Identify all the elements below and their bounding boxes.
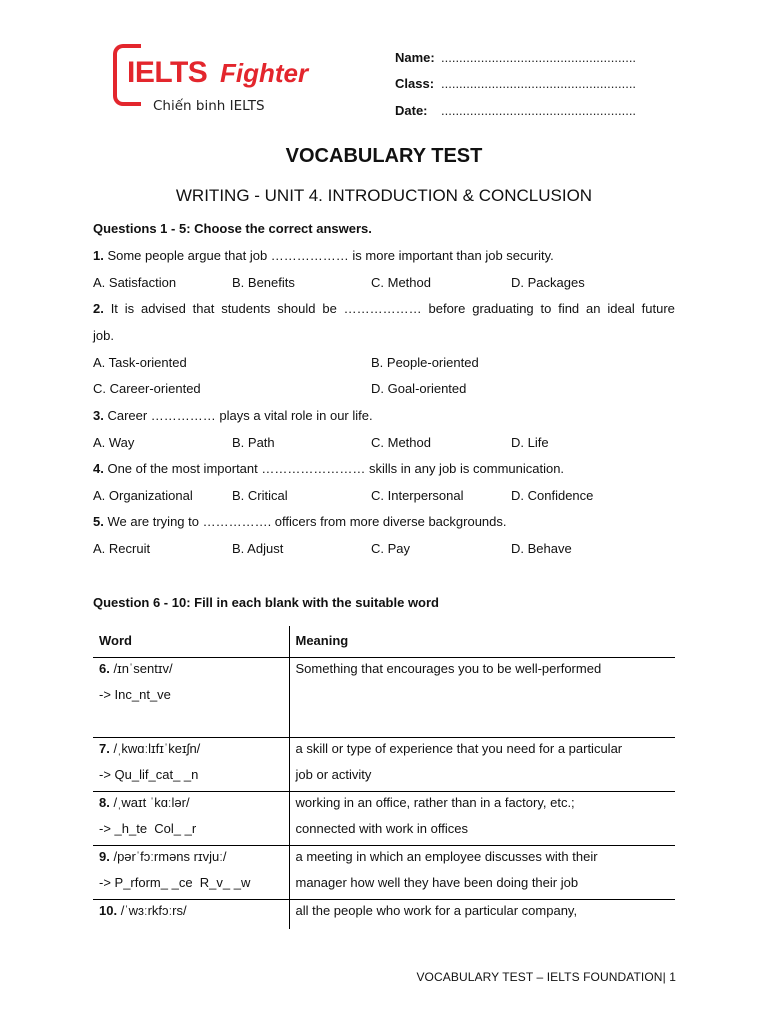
- question-number: 7.: [99, 740, 110, 756]
- date-blank[interactable]: ......................................................: [441, 102, 637, 118]
- word-cell: [93, 899, 289, 929]
- meaning-cell: [289, 737, 675, 791]
- table-row: [93, 737, 675, 791]
- student-info-fields: [395, 44, 665, 124]
- ielts-fighter-logo: [113, 40, 313, 120]
- question-4: [93, 461, 675, 477]
- option-d[interactable]: D. Goal-oriented: [371, 381, 467, 396]
- meaning-text: manager how well they have been doing their job: [295, 875, 579, 890]
- meaning-text: a meeting in which an employee discusses with their: [295, 848, 598, 864]
- question-word: is: [124, 301, 135, 316]
- question-number: 9.: [99, 848, 110, 864]
- option-d[interactable]: D. Behave: [511, 541, 572, 556]
- logo-brand-accent: Fighter: [220, 58, 309, 88]
- question-word: It: [110, 301, 118, 316]
- option-b[interactable]: B. Benefits: [232, 275, 295, 290]
- option-c[interactable]: C. Method: [371, 275, 431, 290]
- part1-heading: Questions 1 - 5: Choose the correct answers.: [93, 221, 372, 236]
- meaning-cell: [289, 657, 675, 737]
- option-b[interactable]: B. Critical: [232, 488, 288, 503]
- word-cell: [93, 791, 289, 845]
- word-ipa: /ˌwaɪt ˈkɑːlər/: [109, 794, 190, 810]
- option-d[interactable]: D. Life: [511, 435, 549, 450]
- column-header-word: Word: [93, 626, 289, 657]
- table-row: [93, 657, 675, 737]
- question-word: to: [540, 301, 552, 316]
- question-number: 1.: [93, 248, 104, 263]
- meaning-text: Something that encourages you to be well-performed: [295, 660, 602, 676]
- logo-tagline: Chiến binh IELTS: [153, 98, 265, 114]
- option-a[interactable]: A. Task-oriented: [93, 355, 187, 370]
- question-3: [93, 408, 675, 424]
- question-number: 10.: [99, 902, 118, 918]
- question-word: graduating: [472, 301, 534, 316]
- question-text: We are trying to ……………. officers from more diverse backgrounds.: [103, 514, 507, 529]
- question-word: students: [221, 301, 271, 316]
- option-c[interactable]: C. Career-oriented: [93, 381, 201, 396]
- meaning-cell: [289, 899, 675, 929]
- class-label: Class:: [395, 76, 435, 92]
- word-cell: [93, 737, 289, 791]
- option-b[interactable]: B. Path: [232, 435, 275, 450]
- question-word: advised: [141, 301, 186, 316]
- word-ipa: /ɪnˈsentɪv/: [109, 660, 173, 676]
- question-1: [93, 248, 675, 264]
- name-field[interactable]: [395, 44, 665, 71]
- question-number: 2.: [93, 301, 104, 316]
- question-word: before: [428, 301, 466, 316]
- question-word: should: [277, 301, 316, 316]
- table-row: [93, 845, 675, 899]
- part2-heading: Question 6 - 10: Fill in each blank with the suitable word: [93, 595, 439, 610]
- option-c[interactable]: C. Method: [371, 435, 431, 450]
- date-label: Date:: [395, 102, 428, 118]
- option-b[interactable]: B. People-oriented: [371, 355, 479, 370]
- meaning-text: all the people who work for a particular company,: [295, 902, 578, 918]
- word-ipa: /ˈwɜːrkfɔːrs/: [117, 902, 187, 918]
- option-a[interactable]: A. Way: [93, 435, 135, 450]
- word-cell: [93, 845, 289, 899]
- meaning-text: working in an office, rather than in a factory, etc.;: [295, 794, 575, 810]
- option-b[interactable]: B. Adjust: [232, 541, 284, 556]
- option-d[interactable]: D. Packages: [511, 275, 585, 290]
- date-field[interactable]: [395, 97, 665, 124]
- question-text: Some people argue that job ……………… is more important than job security.: [103, 248, 554, 263]
- table-header-row: [93, 626, 675, 657]
- word-ipa: /pərˈfɔːrməns rɪvjuː/: [109, 848, 227, 864]
- word-ipa: /ˌkwɑːlɪfɪˈkeɪʃn/: [109, 740, 201, 756]
- question-text: One of the most important …………………… skills in any job is communication.: [103, 461, 565, 476]
- page-subtitle: WRITING - UNIT 4. INTRODUCTION & CONCLUSION: [175, 186, 593, 205]
- name-label: Name:: [395, 49, 435, 65]
- question-2-continued: job.: [93, 328, 114, 343]
- option-a[interactable]: A. Satisfaction: [93, 275, 177, 290]
- column-header-meaning: Meaning: [289, 626, 675, 657]
- meaning-text: a skill or type of experience that you need for a particular: [295, 740, 623, 756]
- question-word: be: [322, 301, 337, 316]
- question-number: 6.: [99, 660, 110, 676]
- table-row: [93, 791, 675, 845]
- option-d[interactable]: D. Confidence: [511, 488, 594, 503]
- question-word: find: [558, 301, 580, 316]
- meaning-cell: [289, 791, 675, 845]
- word-hint[interactable]: -> Inc_nt_ve: [99, 687, 171, 702]
- logo-brand-main: IELTS: [127, 56, 208, 89]
- page-footer: VOCABULARY TEST – IELTS FOUNDATION| 1: [416, 970, 676, 984]
- question-number: 4.: [93, 461, 104, 476]
- table-row: [93, 899, 675, 929]
- word-hint[interactable]: -> P_rform_ _ce R_v_ _w: [99, 875, 251, 890]
- option-c[interactable]: C. Pay: [371, 541, 411, 556]
- page-title: VOCABULARY TEST: [285, 145, 483, 167]
- question-2: [93, 301, 675, 317]
- question-5: [93, 514, 675, 530]
- option-a[interactable]: A. Organizational: [93, 488, 193, 503]
- vocabulary-table: [93, 626, 675, 929]
- question-word: an: [586, 301, 601, 316]
- word-hint[interactable]: -> _h_te Col_ _r: [99, 821, 197, 836]
- word-cell: [93, 657, 289, 737]
- option-c[interactable]: C. Interpersonal: [371, 488, 464, 503]
- question-text: Career …………… plays a vital role in our life.: [103, 408, 373, 423]
- meaning-cell: [289, 845, 675, 899]
- question-word: that: [192, 301, 215, 316]
- question-number: 8.: [99, 794, 110, 810]
- question-number: 3.: [93, 408, 104, 423]
- question-word: future: [641, 301, 675, 316]
- question-number: 5.: [93, 514, 104, 529]
- name-blank[interactable]: ......................................................: [441, 49, 637, 65]
- meaning-text: connected with work in offices: [295, 821, 468, 836]
- word-hint[interactable]: -> Qu_lif_cat_ _n: [99, 767, 199, 782]
- option-a[interactable]: A. Recruit: [93, 541, 151, 556]
- meaning-text: job or activity: [295, 767, 372, 782]
- class-field[interactable]: [395, 71, 665, 98]
- question-word: ideal: [607, 301, 635, 316]
- question-blank[interactable]: ………………: [343, 301, 422, 316]
- class-blank[interactable]: ......................................................: [441, 76, 637, 92]
